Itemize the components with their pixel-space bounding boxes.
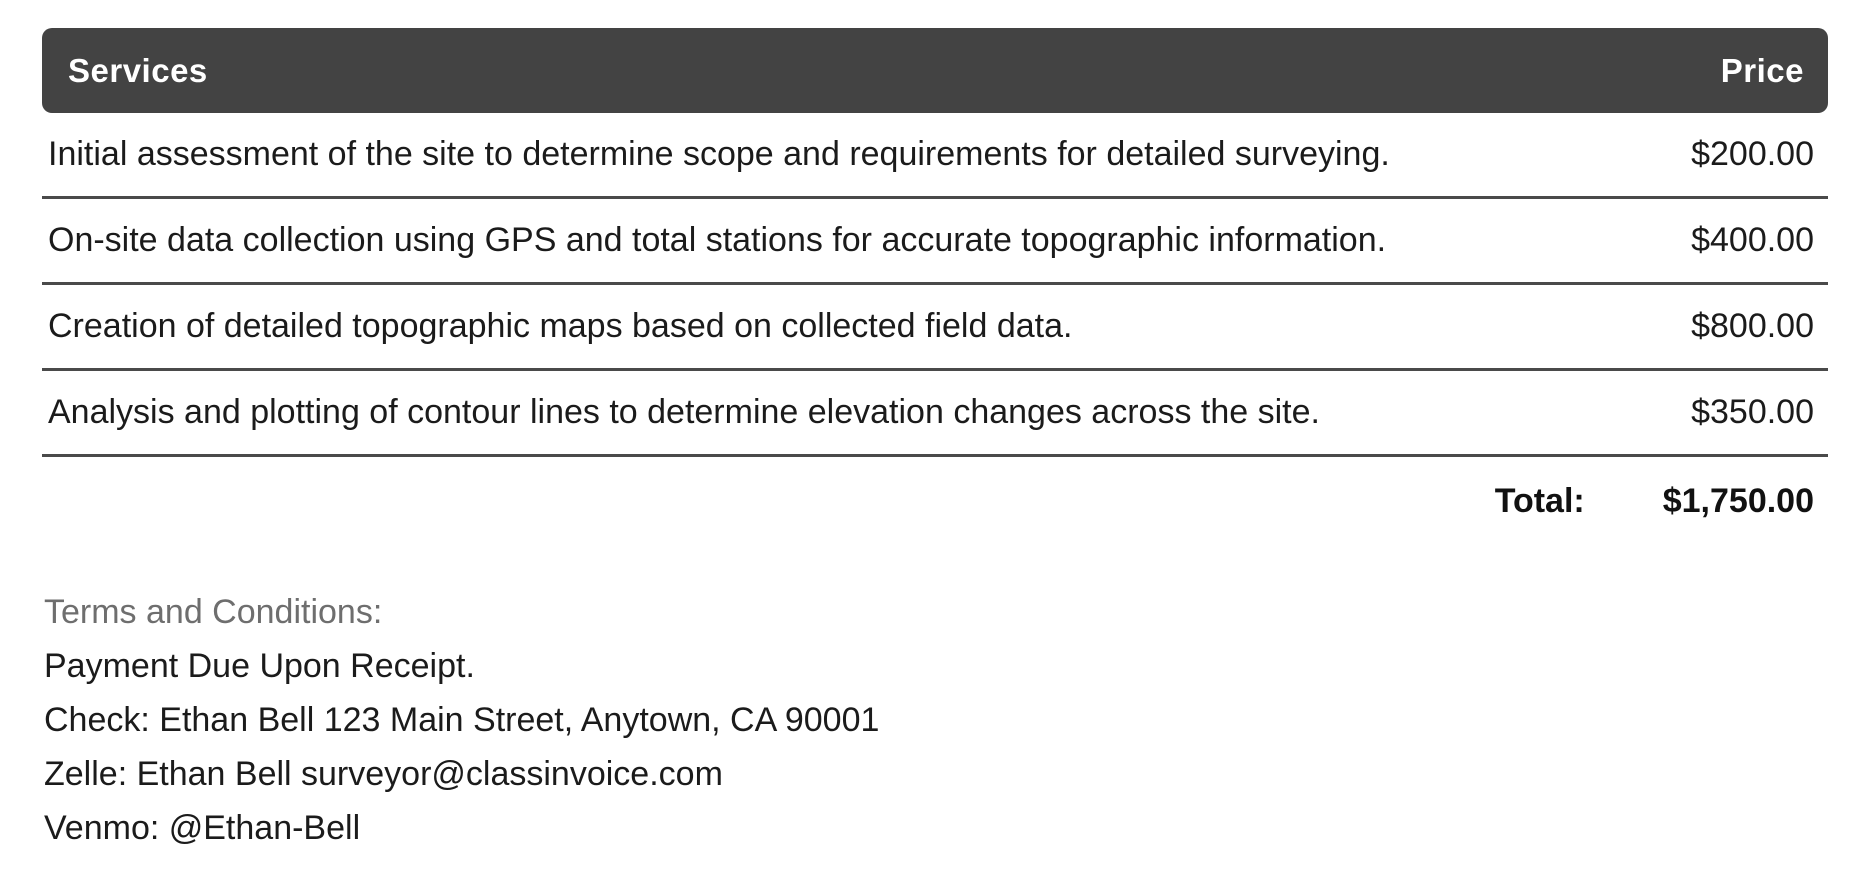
table-row: [42, 199, 1828, 285]
terms-line-payment: Payment Due Upon Receipt.: [44, 647, 475, 685]
terms-and-conditions-section: [44, 585, 1828, 855]
terms-heading: Terms and Conditions:: [44, 593, 383, 631]
service-description: Analysis and plotting of contour lines to determine elevation changes across the site.: [48, 393, 1320, 431]
invoice-document: [42, 28, 1828, 855]
service-description: Initial assessment of the site to determine scope and requirements for detailed surveying.: [48, 135, 1390, 173]
terms-line-venmo: Venmo: @Ethan-Bell: [44, 809, 361, 847]
table-row: [42, 113, 1828, 199]
service-description: On-site data collection using GPS and total stations for accurate topographic information.: [48, 221, 1387, 259]
table-row: [42, 371, 1828, 457]
total-label: Total:: [1494, 481, 1585, 520]
price-column-header: Price: [1720, 51, 1804, 89]
service-description: Creation of detailed topographic maps based on collected field data.: [48, 307, 1073, 345]
service-price: $400.00: [1691, 221, 1814, 259]
services-column-header: Services: [68, 51, 208, 89]
table-row: [42, 285, 1828, 371]
services-table-header: [42, 28, 1828, 113]
service-price: $200.00: [1691, 135, 1814, 173]
terms-line-check: Check: Ethan Bell 123 Main Street, Anytown, CA 90001: [44, 701, 880, 739]
terms-line-zelle: Zelle: Ethan Bell surveyor@classinvoice.com: [44, 755, 723, 793]
total-row: [42, 457, 1828, 545]
service-price: $350.00: [1691, 393, 1814, 431]
total-value: $1,750.00: [1662, 481, 1814, 520]
service-price: $800.00: [1691, 307, 1814, 345]
